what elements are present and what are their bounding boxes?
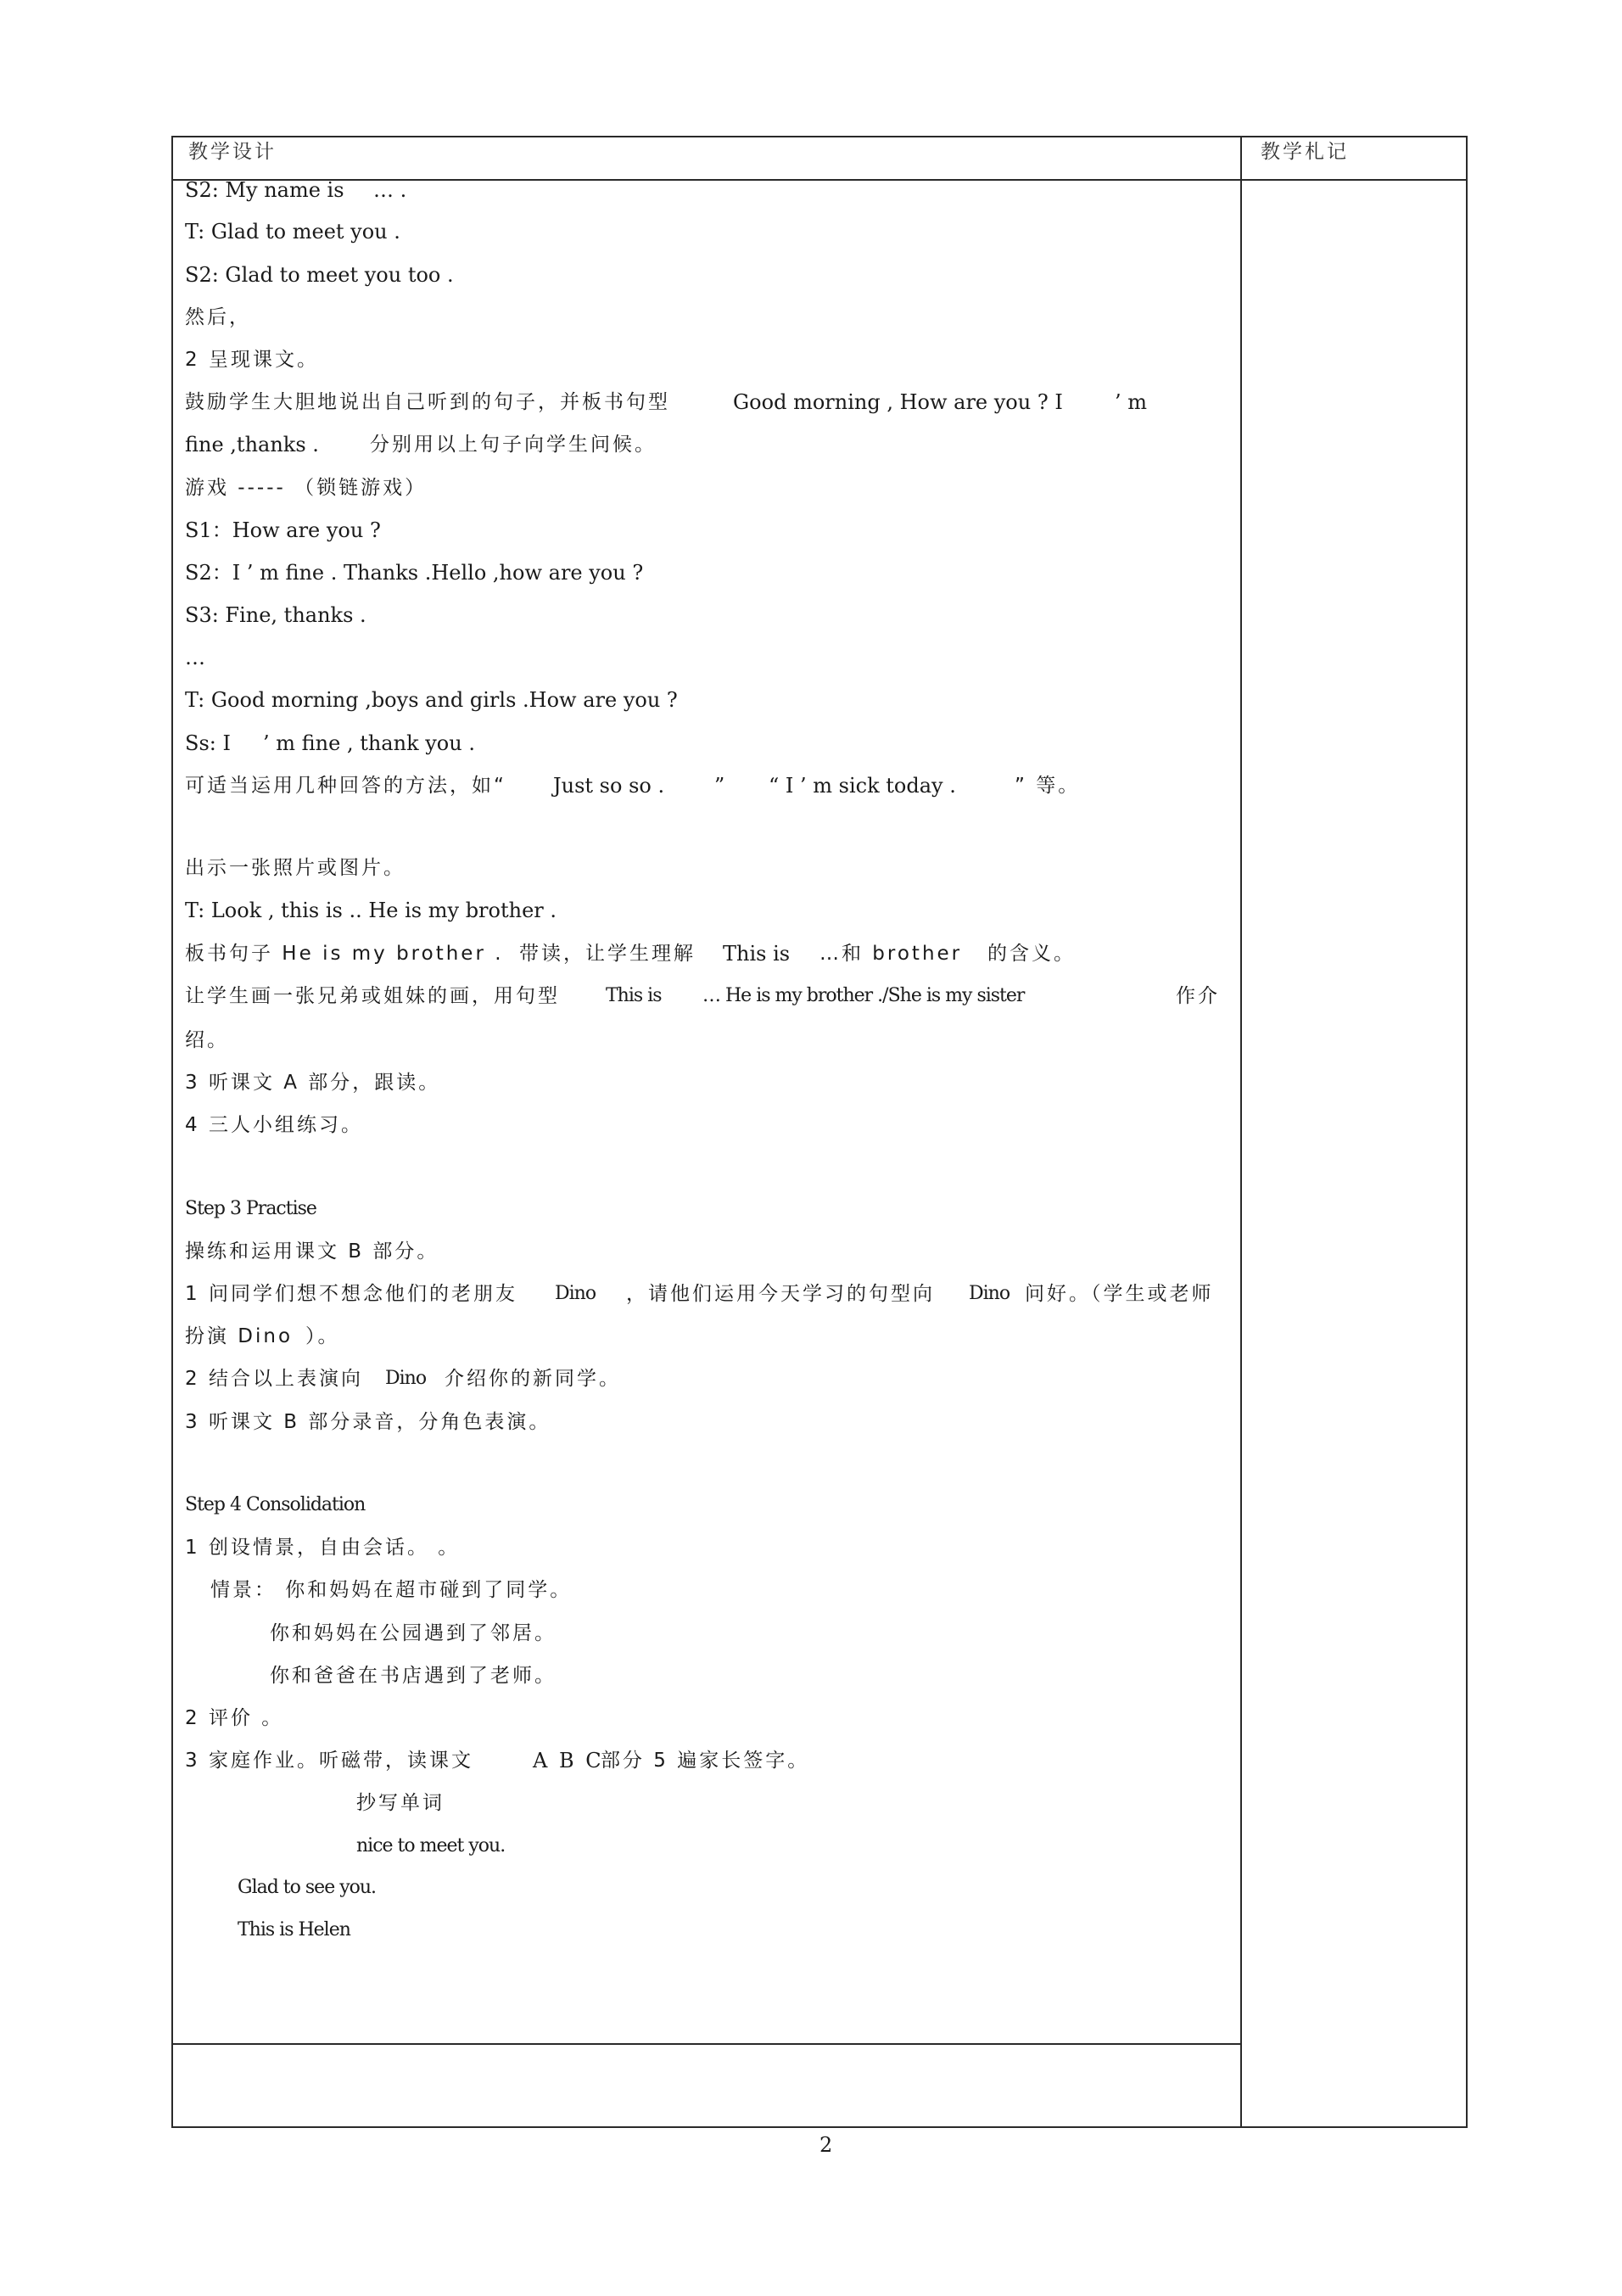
line-draw-brother-sister: … He is my brother ./She is my sister — [702, 985, 1025, 1006]
line-greet-students: 分别用以上句子向学生问候。 — [370, 434, 657, 456]
line-ask-dino: 1 问同学们想不想念他们的老朋友 — [185, 1283, 517, 1305]
line-evaluate: 2 评价 。 — [185, 1707, 284, 1729]
line-nice-to-meet: nice to meet you. — [356, 1835, 506, 1856]
line-s2-name-ellipsis: … . — [373, 178, 407, 202]
line-s2-name: S2: My name is — [185, 178, 344, 202]
line-s3-fine: S3: Fine, thanks . — [185, 603, 366, 627]
line-drill-part-b: 操练和运用课文 B 部分。 — [185, 1240, 439, 1263]
line-encourage-en: Good morning , How are you ? I — [733, 390, 1063, 414]
line-answer-methods: 可适当运用几种回答的方法，如“ — [185, 775, 506, 797]
line-t-look: T: Look , this is .. He is my brother . — [185, 899, 557, 922]
line-this-is: This is — [723, 942, 791, 966]
header-divider — [171, 179, 1468, 181]
line-group-practice: 4 三人小组练习。 — [185, 1114, 363, 1136]
line-homework-abc: A B C — [533, 1749, 604, 1772]
line-homework: 3 家庭作业。听磁带，读课文 — [185, 1750, 473, 1772]
line-etc: ” 等。 — [1015, 775, 1081, 797]
lesson-table — [171, 136, 1468, 2128]
line-draw-sibling: 让学生画一张兄弟或姐妹的画，用句型 — [185, 985, 560, 1007]
line-listen-part-a: 3 听课文 A 部分，跟读。 — [185, 1072, 441, 1094]
step3-heading: Step 3 Practise — [185, 1198, 316, 1219]
line-board-sentence: 板书句子 He is my brother . — [185, 943, 504, 965]
line-dino-1: Dino — [555, 1283, 596, 1304]
line-play-dino: 扮演 Dino — [185, 1325, 294, 1347]
line-encourage: 鼓励学生大胆地说出自己听到的句子，并板书句型 — [185, 391, 670, 413]
line-s2-fine: S2：I ’ m fine . Thanks .Hello ,how are you ? — [185, 561, 644, 585]
line-ss-label: Ss: I — [185, 731, 231, 755]
line-glad-to-see: Glad to see you. — [238, 1877, 377, 1898]
line-s2-glad: S2: Glad to meet you too . — [185, 263, 454, 287]
line-and-brother: …和 brother — [819, 943, 963, 965]
line-just-so-so: Just so so . — [553, 774, 665, 798]
line-dino-2: Dino — [969, 1283, 1010, 1304]
line-say-hello: 问好。（学生或老师 — [1025, 1283, 1214, 1305]
line-ss-fine: ’ m fine , thank you . — [263, 731, 475, 755]
step4-heading: Step 4 Consolidation — [185, 1494, 366, 1515]
bottom-row-divider — [171, 2043, 1242, 2045]
line-homework-parts: 部分 5 遍家长签字。 — [601, 1750, 810, 1772]
line-scenario-park: 你和妈妈在公园遇到了邻居。 — [270, 1622, 557, 1644]
line-t-glad: T: Glad to meet you . — [185, 220, 400, 244]
line-ellipsis: … — [185, 646, 205, 669]
line-introduce-2: 绍。 — [185, 1029, 229, 1051]
line-sick-today: “ I ’ m sick today . — [769, 774, 956, 798]
line-introduce-1: 作介 — [1176, 985, 1220, 1007]
line-t-good-morning: T: Good morning ,boys and girls .How are you ? — [185, 688, 678, 712]
line-meaning: 的含义。 — [987, 943, 1076, 965]
line-draw-this-is: This is — [606, 985, 662, 1006]
line-fine-thanks: fine ,thanks . — [185, 433, 319, 456]
line-this-is-helen: This is Helen — [238, 1919, 350, 1940]
line-quote-close-1: ” — [714, 774, 725, 798]
line-create-scenario: 1 创设情景，自由会话。 。 — [185, 1537, 461, 1559]
line-show-photo: 出示一张照片或图片。 — [185, 857, 406, 879]
line-copy-words: 抄写单词 — [356, 1792, 445, 1814]
line-game: 游戏 ----- （锁链游戏） — [185, 477, 428, 499]
page-number: 2 — [819, 2133, 833, 2157]
line-listen-part-b: 3 听课文 B 部分录音，分角色表演。 — [185, 1411, 551, 1433]
line-encourage-m: ’ m — [1115, 390, 1148, 414]
line-then: 然后， — [185, 306, 251, 328]
line-scenario-supermarket: 情景： 你和妈妈在超市碰到了同学。 — [210, 1579, 573, 1601]
line-use-pattern: ，请他们运用今天学习的句型向 — [626, 1283, 935, 1305]
line-dino-3: Dino — [385, 1368, 427, 1389]
line-read-along: 带读，让学生理解 — [519, 943, 696, 965]
line-intro-classmate: 介绍你的新同学。 — [445, 1368, 621, 1390]
line-play-dino-close: ）。 — [305, 1325, 340, 1347]
line-scenario-bookstore: 你和爸爸在书店遇到了老师。 — [270, 1665, 557, 1687]
header-teaching-notes: 教学札记 — [1261, 141, 1349, 163]
header-teaching-design: 教学设计 — [188, 141, 277, 163]
line-present-text: 2 呈现课文。 — [185, 349, 319, 371]
column-divider — [1240, 136, 1242, 2128]
line-perform-to: 2 结合以上表演向 — [185, 1368, 363, 1390]
line-s1-how: S1：How are you ? — [185, 518, 381, 542]
